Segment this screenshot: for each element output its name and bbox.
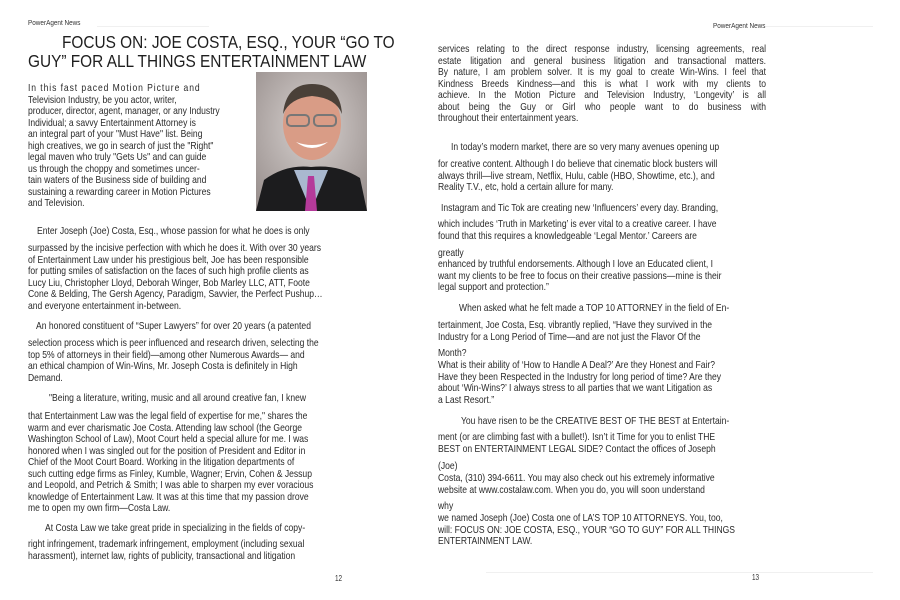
text-line: BEST on ENTERTAINMENT LEGAL SIDE? Contact the offices of Joseph	[438, 443, 716, 455]
text-line: throughout their entertainment years.	[438, 113, 579, 124]
text-line: Kindness Breeds Kindness—and this is what I work with my clients to	[438, 78, 766, 90]
text-line: tertainment, Joe Costa, Esq. vibrantly replied, “Have they survived in the	[438, 320, 712, 331]
text-line: and everyone entertainment in-between.	[28, 300, 182, 312]
text-line: us through the choppy and sometimes uncer-	[28, 163, 200, 175]
paragraph	[438, 432, 716, 455]
intro-paragraph	[28, 83, 220, 210]
paragraph-fragment	[438, 461, 458, 473]
text-line: Chief of the Moot Court Board. Working in the litigation departments of	[28, 457, 295, 468]
text-line: Instagram and Tic Tok are creating new ‘Influencers’ every day. Branding,	[441, 203, 719, 214]
text-line: Enter Joseph (Joe) Costa, Esq., whose passion for what he does is only	[37, 226, 310, 237]
paragraph-fragment	[438, 248, 464, 260]
text-line: greatly	[438, 248, 464, 259]
text-line: In today’s modern market, there are so very many avenues opening up	[451, 142, 720, 153]
text-line: "Being a literature, writing, music and all around creative fan, I knew	[49, 393, 307, 404]
paragraph	[438, 159, 717, 194]
text-line: An honored constituent of “Super Lawyers” for over 20 years (a patented	[36, 321, 311, 332]
text-line: Television Industry, be you actor, writer,	[28, 94, 177, 106]
text-line: such cutting edge firms as Finley, Kumble, Wagner; Ervin, Cohen & Jessup	[28, 468, 312, 480]
paragraph	[28, 338, 319, 384]
text-line: When asked what he felt made a TOP 10 ATTORNEY in the field of En-	[459, 303, 730, 314]
text-line: top 5% of attorneys in their field)—among other Numerous Awards— and	[28, 349, 305, 361]
text-line: and Leopold, and Petrich & Smith; I was able to sharpen my ever voracious	[28, 480, 314, 491]
text-line: website at www.costalaw.com. When you do, you will soon understand	[438, 484, 705, 496]
paragraph-lead	[49, 393, 306, 405]
text-line: about ‘Win-Wins?’ I always stress to all parties that we want Litigation as	[438, 383, 713, 394]
paragraph-justified	[438, 44, 766, 125]
text-line: By nature, I am problem solver. It is my goal to create Win-Wins. I feel that	[438, 67, 766, 78]
text-line: knowledge of Entertainment Law. It was at this time that my passion drove	[28, 491, 309, 503]
text-line: producer, director, agent, manager, or any Industry	[28, 106, 220, 117]
text-line: Lucy Liu, Christopher Lloyd, Deborah Winger, Bob Marley LLC, ATT, Foote	[28, 277, 310, 289]
text-line: Washington School of Law), Moot Court held a special allure for me. I was	[28, 434, 309, 445]
text-line: found that this requires a knowledgeable ‘Legal Mentor.’ Careers are	[438, 230, 697, 242]
paragraph	[438, 259, 721, 294]
text-line: surpassed by the incisive perfection with which he does it. With over 30 years	[28, 243, 322, 254]
text-line: In this fast paced Motion Picture and	[28, 83, 201, 94]
paragraph	[28, 539, 304, 562]
paragraph	[438, 360, 721, 406]
paragraph	[438, 513, 735, 548]
text-line: legal maven who truly "Gets Us" and can guide	[28, 152, 207, 163]
text-line: warm and ever charismatic Joe Costa. Attending law school (the George	[28, 422, 302, 434]
publication-header-right: PowerAgent News	[713, 21, 766, 30]
text-line: an ethical champion of Win-Wins, Mr. Joseph Costa is definitely in High	[28, 361, 298, 372]
text-line: of Entertainment Law under his prestigious belt, Joe has been responsible	[28, 254, 309, 266]
text-line: and Television.	[28, 198, 85, 209]
page-number-right: 13	[752, 573, 760, 582]
paragraph-lead	[451, 142, 719, 154]
paragraph-lead	[441, 203, 718, 215]
text-line: services relating to the direct response industry, licensing agreements, real	[438, 44, 766, 55]
text-line: At Costa Law we take great pride in specializing in the fields of copy-	[45, 523, 306, 534]
text-line: Reality T.V., etc, hold a certain allure for many.	[438, 182, 614, 193]
paragraph	[28, 411, 313, 515]
paragraph	[438, 320, 712, 343]
paragraph-lead	[37, 226, 310, 238]
text-line: achieve. In the Motion Picture and Television Industry, ‘Longevity’ is all	[438, 90, 766, 101]
text-line: What is their ability of ‘How to Handle A Deal?’ Are they Honest and Fair?	[438, 360, 715, 371]
text-line: You have risen to be the CREATIVE BEST OF THE BEST at Entertain-	[461, 416, 730, 427]
text-line: selection process which is peer influenced and research driven, selecting the	[28, 338, 319, 349]
text-line: an integral part of your "Must Have" list. Being	[28, 129, 203, 140]
text-line: legal support and protection.”	[438, 282, 549, 293]
text-line: Demand.	[28, 372, 63, 384]
text-line: will: FOCUS ON: JOE COSTA, ESQ., YOUR “GO TO GUY” FOR ALL THINGS	[438, 524, 736, 536]
text-line: Costa, (310) 394-6611. You may also check out his extremely informative	[438, 473, 715, 484]
text-line: me to open my own firm—Costa Law.	[28, 503, 171, 514]
text-line: harassment), internet law, rights of publicity, transactional and litigation	[28, 550, 296, 562]
text-line: ENTERTAINMENT LAW.	[438, 536, 533, 547]
header-rule-left	[97, 26, 209, 27]
paragraph-lead	[45, 523, 305, 535]
paragraph-fragment	[438, 501, 453, 513]
text-line: Have they been Respected in the Industry for long period of time? Are they	[438, 371, 722, 383]
paragraph-lead	[459, 303, 729, 315]
text-line: honored when I was singled out for the position of President and Editor in	[28, 445, 306, 457]
text-line: high creatives, we go in search of just the "Right"	[28, 140, 214, 152]
page-number-left: 12	[335, 574, 343, 583]
footer-rule-right	[486, 572, 873, 573]
text-line: want my clients to be free to focus on their creative passions—mine is their	[438, 270, 722, 282]
paragraph-lead	[461, 416, 729, 428]
text-line: tain waters of the Business side of building and	[28, 175, 207, 186]
paragraph-fragment	[438, 348, 467, 360]
text-line: why	[438, 501, 454, 512]
text-line: sustaining a rewarding career in Motion Pictures	[28, 186, 211, 198]
text-line: always thrill—live stream, Netflix, Hulu, cable (HBO, Showtime, etc.), and	[438, 170, 715, 182]
paragraph	[438, 473, 715, 496]
text-line: (Joe)	[438, 461, 458, 472]
text-line: Industry for a Long Period of Time—and are not just the Flavor Of the	[438, 331, 701, 343]
text-line: estate litigation and general business litigation and transactional matters.	[438, 55, 766, 67]
text-line: ment (or are climbing fast with a bullet!). Isn’t it Time for you to enlist THE	[438, 432, 716, 443]
publication-header-left: PowerAgent News	[28, 18, 81, 27]
text-line: that Entertainment Law was the legal field of expertise for me," shares the	[28, 411, 308, 422]
text-line: about being the Guy or Girl who people want to do business with	[438, 101, 766, 113]
text-line: Individual; a savvy Entertainment Attorney is	[28, 117, 196, 129]
article-title-line-1: FOCUS ON: JOE COSTA, ESQ., YOUR “GO TO	[62, 32, 395, 52]
text-line: which includes ‘Truth in Marketing’ is ever vital to a creative career. I have	[438, 219, 717, 230]
paragraph	[438, 219, 717, 242]
text-line: for creative content. Although I do believe that cinematic block busters will	[438, 159, 718, 170]
article-title-line-2: GUY” FOR ALL THINGS ENTERTAINMENT LAW	[28, 51, 367, 71]
text-line: enhanced by truthful endorsements. Although I love an Educated client, I	[438, 259, 713, 270]
text-line: we named Joseph (Joe) Costa one of LA’S TOP 10 ATTORNEYS. You, too,	[438, 513, 723, 524]
text-line: right infringement, trademark infringement, employment (including sexual	[28, 539, 305, 550]
portrait-photo	[256, 72, 367, 211]
paragraph-lead	[36, 321, 311, 333]
text-line: for putting smiles of satisfaction on the faces of such high profile clients as	[28, 266, 309, 277]
paragraph	[28, 243, 323, 312]
header-rule-right	[766, 26, 873, 27]
text-line: Cone & Belding, The Gersh Agency, Paradigm, Savvier, the Perfect Pushup…	[28, 289, 323, 300]
text-line: Month?	[438, 348, 467, 359]
text-line: a Last Resort.”	[438, 394, 495, 406]
